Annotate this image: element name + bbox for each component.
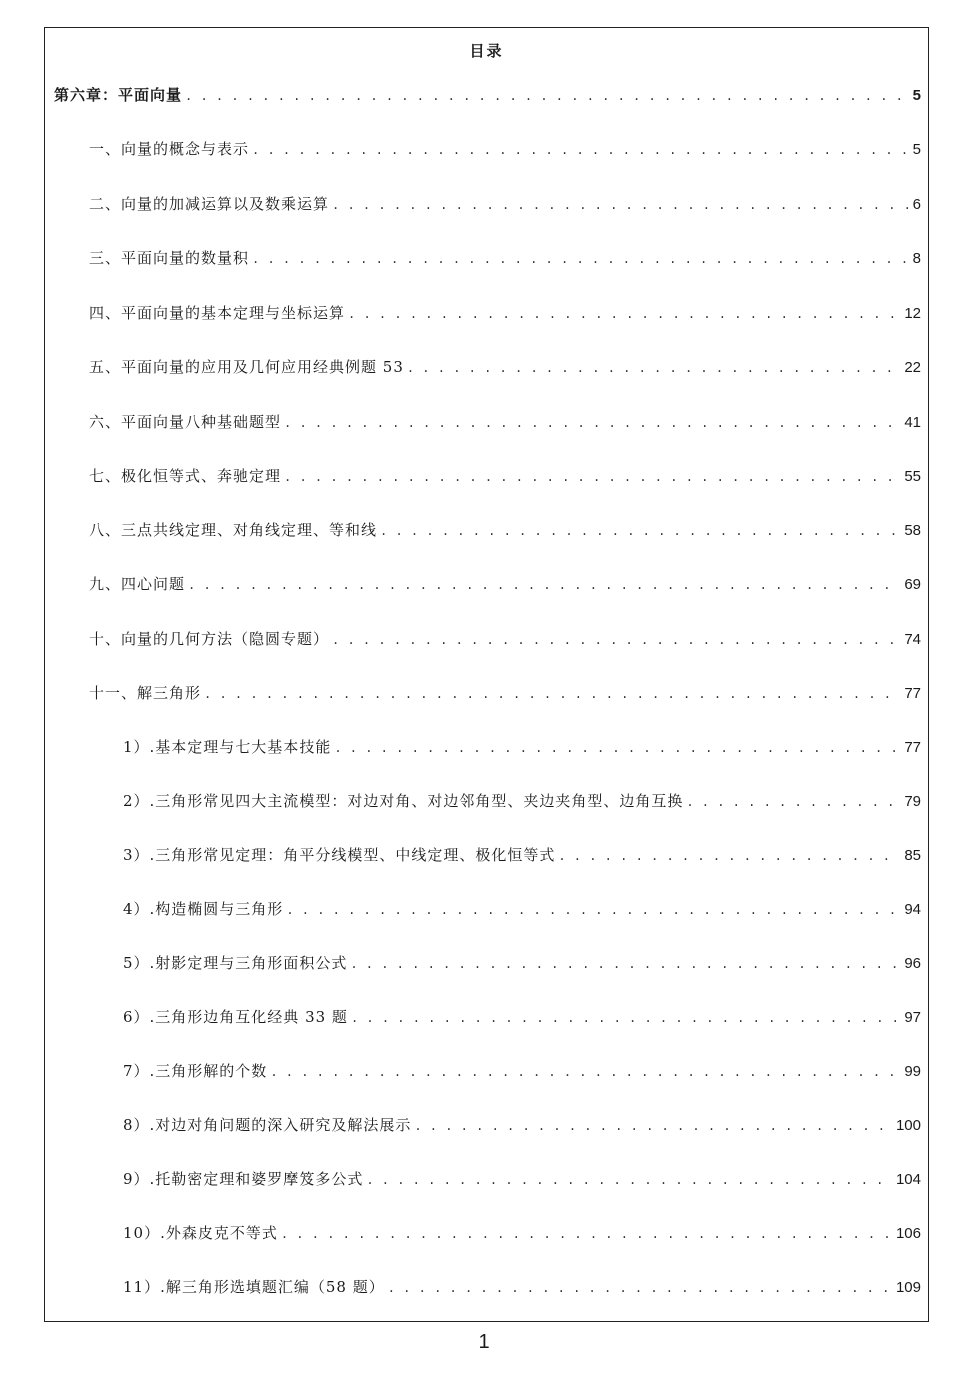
toc-entry-label: 七、极化恒等式、奔驰定理 xyxy=(89,467,282,485)
leader-dots xyxy=(188,575,901,595)
toc-entry-page: 100 xyxy=(895,1117,921,1134)
toc-entry-page: 104 xyxy=(895,1171,921,1188)
toc-subsection-entry[interactable] xyxy=(123,899,921,920)
toc-entry-page: 58 xyxy=(904,522,921,539)
leader-dots xyxy=(284,413,901,433)
leader-dots xyxy=(350,954,901,974)
leader-dots xyxy=(332,195,910,215)
toc-entry-page: 106 xyxy=(895,1225,921,1242)
toc-subsection-entry[interactable] xyxy=(123,1115,921,1136)
toc-entry-page: 99 xyxy=(904,1063,921,1080)
toc-subsection-entry[interactable] xyxy=(123,953,921,974)
toc-entry-label: 六、平面向量八种基础题型 xyxy=(89,413,282,431)
toc-subsection-entry[interactable] xyxy=(123,791,921,812)
toc-entry-label: 十、向量的几何方法（隐圆专题） xyxy=(89,630,330,648)
leader-dots xyxy=(185,86,910,106)
toc-subsection-entry[interactable] xyxy=(123,737,921,758)
toc-entry-label: 第六章：平面向量 xyxy=(54,86,183,104)
toc-entry-page: 22 xyxy=(904,359,921,376)
toc-entry-label: 5）.射影定理与三角形面积公式 xyxy=(123,954,348,972)
leader-dots xyxy=(252,249,910,269)
leader-dots xyxy=(284,467,901,487)
toc-section-entry[interactable] xyxy=(89,412,921,433)
page-number: 1 xyxy=(478,1331,490,1353)
toc-entry-page: 79 xyxy=(904,793,921,810)
leader-dots xyxy=(286,900,901,920)
toc-entry-label: 2）.三角形常见四大主流模型：对边对角、对边邻角型、夹边夹角型、边角互换 xyxy=(123,792,684,810)
toc-subsection-entry[interactable] xyxy=(123,1277,921,1298)
toc-frame xyxy=(44,27,929,1322)
toc-title: 目录 xyxy=(469,42,504,60)
toc-entry-label: 4）.构造椭圆与三角形 xyxy=(123,900,284,918)
toc-entry-label: 二、向量的加减运算以及数乘运算 xyxy=(89,195,330,213)
leader-dots xyxy=(334,738,901,758)
toc-entry-page: 5 xyxy=(912,141,921,158)
toc-subsection-entry[interactable] xyxy=(123,1007,921,1028)
leader-dots xyxy=(686,792,901,812)
leader-dots xyxy=(281,1224,893,1244)
toc-entry-page: 77 xyxy=(904,739,921,756)
leader-dots xyxy=(351,1008,901,1028)
toc-entry-page: 12 xyxy=(904,305,921,322)
toc-section-entry[interactable] xyxy=(89,194,921,215)
leader-dots xyxy=(414,1116,893,1136)
leader-dots xyxy=(380,521,901,541)
toc-entry-page: 74 xyxy=(904,631,921,648)
toc-entry-label: 8）.对边对角问题的深入研究及解法展示 xyxy=(123,1116,412,1134)
toc-entry-label: 7）.三角形解的个数 xyxy=(123,1062,268,1080)
leader-dots xyxy=(558,846,901,866)
toc-entry-page: 6 xyxy=(912,196,921,213)
toc-section-entry[interactable] xyxy=(89,629,921,650)
toc-entry-page: 5 xyxy=(912,87,921,104)
toc-subsection-entry[interactable] xyxy=(123,845,921,866)
leader-dots xyxy=(270,1062,901,1082)
leader-dots xyxy=(407,358,901,378)
leader-dots xyxy=(366,1170,893,1190)
toc-subsection-entry[interactable] xyxy=(123,1223,921,1244)
toc-entry-page: 55 xyxy=(904,468,921,485)
toc-entry-label: 3）.三角形常见定理：角平分线模型、中线定理、极化恒等式 xyxy=(123,846,556,864)
toc-entry-label: 9）.托勒密定理和婆罗摩笈多公式 xyxy=(123,1170,364,1188)
toc-section-entry[interactable] xyxy=(89,683,921,704)
toc-section-entry[interactable] xyxy=(89,303,921,324)
toc-entry-label: 四、平面向量的基本定理与坐标运算 xyxy=(89,304,346,322)
toc-entry-label: 九、四心问题 xyxy=(89,575,186,593)
leader-dots xyxy=(252,140,910,160)
toc-entry-page: 85 xyxy=(904,847,921,864)
toc-entry-page: 97 xyxy=(904,1009,921,1026)
toc-chapter-entry[interactable] xyxy=(54,85,921,106)
toc-entry-page: 77 xyxy=(904,685,921,702)
toc-section-entry[interactable] xyxy=(89,574,921,595)
toc-section-entry[interactable] xyxy=(89,520,921,541)
toc-entry-page: 96 xyxy=(904,955,921,972)
toc-entry-page: 41 xyxy=(904,414,921,431)
leader-dots xyxy=(388,1278,893,1298)
toc-section-entry[interactable] xyxy=(89,357,921,378)
toc-entry-label: 三、平面向量的数量积 xyxy=(89,249,250,267)
leader-dots xyxy=(204,684,901,704)
toc-entry-page: 69 xyxy=(904,576,921,593)
toc-subsection-entry[interactable] xyxy=(123,1061,921,1082)
toc-entry-label: 10）.外森皮克不等式 xyxy=(123,1224,278,1242)
toc-entry-page: 8 xyxy=(912,250,921,267)
toc-section-entry[interactable] xyxy=(89,139,921,160)
leader-dots xyxy=(348,304,901,324)
toc-entry-page: 109 xyxy=(895,1279,921,1296)
toc-subsection-entry[interactable] xyxy=(123,1169,921,1190)
toc-entry-page: 94 xyxy=(904,901,921,918)
leader-dots xyxy=(332,630,901,650)
toc-section-entry[interactable] xyxy=(89,248,921,269)
toc-entry-label: 11）.解三角形选填题汇编（58 题） xyxy=(123,1278,385,1296)
toc-section-entry[interactable] xyxy=(89,466,921,487)
toc-entry-label: 1）.基本定理与七大基本技能 xyxy=(123,738,332,756)
toc-entry-label: 十一、解三角形 xyxy=(89,684,202,702)
toc-entry-label: 一、向量的概念与表示 xyxy=(89,140,250,158)
toc-entry-label: 八、三点共线定理、对角线定理、等和线 xyxy=(89,521,378,539)
toc-entry-label: 6）.三角形边角互化经典 33 题 xyxy=(123,1008,348,1026)
toc-entry-label: 五、平面向量的应用及几何应用经典例题 53 xyxy=(89,358,404,376)
